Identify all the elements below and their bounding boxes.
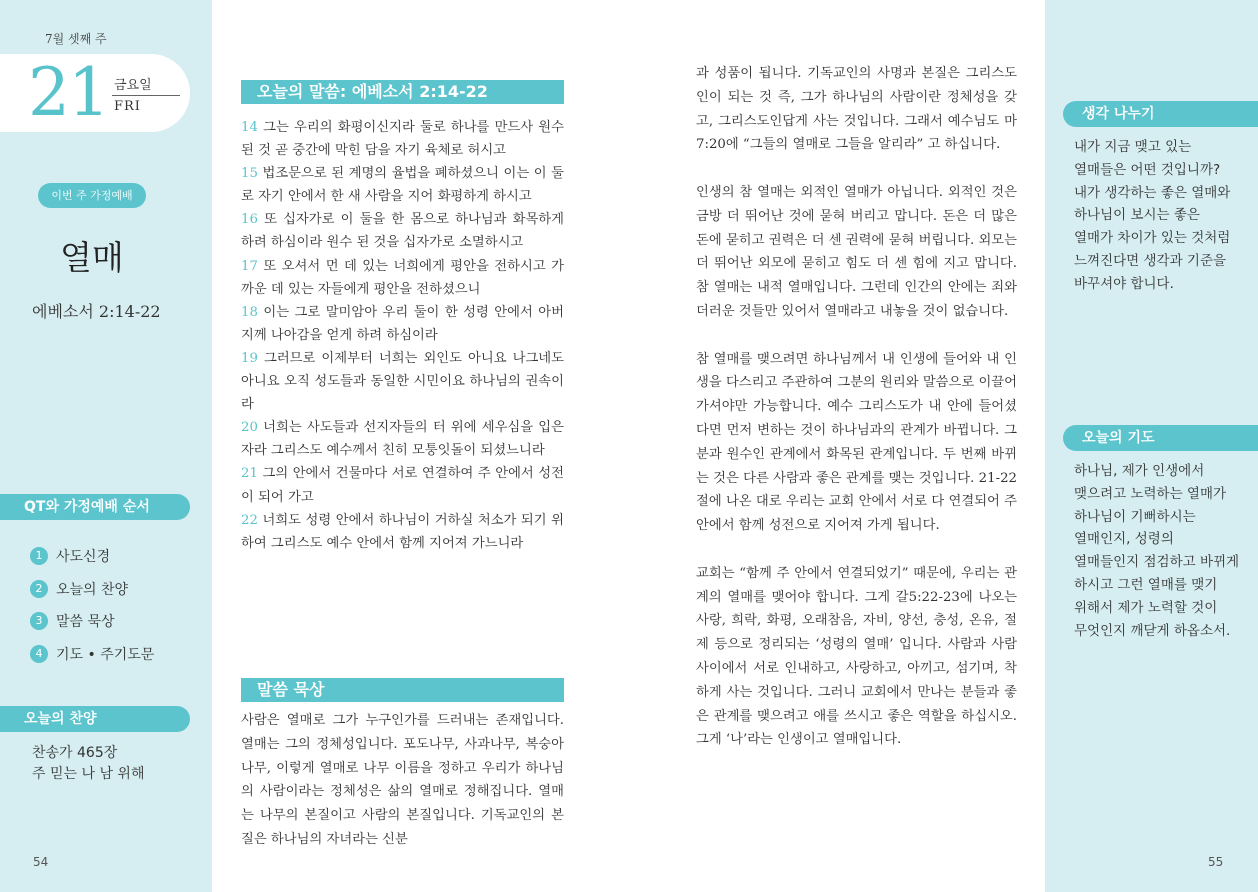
order-heading: QT와 가정예배 순서 [0, 494, 190, 520]
hymn-text [32, 743, 144, 785]
verse [241, 120, 564, 158]
prayer-line: 위해서 제가 노력할 것이 [1074, 599, 1218, 616]
week-label: 7월 셋째 주 [45, 32, 107, 46]
left-sidebar [0, 0, 212, 892]
meditation-paragraph: 교회는 “함께 주 안에서 연결되었기” 때문에, 우리는 관계의 열매를 맺어야 합니다. 그게 갈5:22-23에 나오는 사랑, 희락, 화평, 오래참음, 자비, 양선, 충성, 온유, 절제 등으로 정리되는 ‘성령의 열매’ 입니다. 사람과 사람 사이에서 서로 인내하고, 사랑하고, 아끼고, 섬기며, 착하게 사는 것입니다. 그러니 교회에서 만나는 분들과 좋은 관계를 맺으려고 애를 쓰시고 좋은 역할을 하십시오. 그게 ‘나’라는 인생이고 열매입니다. [696, 565, 1017, 748]
order-item-label: 말씀 묵상 [56, 614, 115, 631]
theme-reference: 에베소서 2:14-22 [32, 302, 161, 321]
verse [241, 212, 564, 250]
number-circle-icon: 3 [30, 612, 48, 630]
prayer-heading: 오늘의 기도 [1063, 425, 1258, 451]
verse-number: 16 [241, 212, 258, 228]
prayer-line: 무엇인지 깨닫게 하옵소서. [1074, 622, 1231, 639]
prayer-line: 열매들인지 점검하고 바뀌게 [1074, 554, 1240, 571]
verse-number: 21 [241, 466, 258, 482]
verse-number: 17 [241, 258, 258, 274]
verse [241, 305, 564, 343]
share-heading: 생각 나누기 [1063, 101, 1258, 127]
order-item-label: 기도 • 주기도문 [56, 646, 155, 663]
verse-number: 14 [241, 120, 258, 135]
verse-number: 19 [241, 350, 258, 366]
day-divider [112, 95, 180, 96]
verse-text: 또 오셔서 먼 데 있는 너희에게 평안을 전하시고 가까운 데 있는 자들에게 평안을 전하셨으니 [241, 258, 564, 297]
meditation-paragraph: 인생의 참 열매는 외적인 열매가 아닙니다. 외적인 것은 금방 더 뛰어난 것에 묻혀 버리고 맙니다. 돈은 더 많은 돈에 묻히고 권력은 더 센 권력에 묻혀 버립니다. 외모는 더 뛰어난 외모에 묻히고 힘도 더 센 힘에 지고 맙니다. 참 열매는 내적 열매입니다. 그런데 인간의 안에는 죄와 더러운 것들만 있어서 열매라고 내놓을 것이 없습니다. [696, 184, 1017, 319]
verse [241, 513, 564, 551]
hymn-line: 주 믿는 나 남 위해 [32, 766, 145, 782]
share-line: 열매들은 어떤 것입니까? [1074, 161, 1221, 178]
verse-text: 너희도 성령 안에서 하나님이 거하실 처소가 되기 위하여 그리스도 예수 안에서 함께 지어져 가느니라 [241, 512, 564, 551]
order-item [30, 573, 154, 606]
prayer-line: 하나님, 제가 인생에서 [1074, 463, 1205, 479]
day-name: 금요일 [114, 78, 152, 93]
hymn-line: 찬송가 465장 [32, 745, 118, 761]
order-item [30, 540, 154, 573]
number-circle-icon: 2 [30, 580, 48, 598]
verse-text: 너희는 사도들과 선지자들의 터 위에 세우심을 입은 자라 그리스도 예수께서 친히 모퉁잇돌이 되셨느니라 [241, 420, 564, 459]
share-line: 내가 생각하는 좋은 열매와 [1074, 184, 1231, 201]
meditation-paragraph: 참 열매를 맺으려면 하나님께서 내 인생에 들어와 내 인생을 다스리고 주관하여 그분의 원리와 말씀으로 이끌어가셔야만 가능합니다. 예수 그리스도가 내 안에 들어셨다면 먼저 변하는 것이 하나님과의 관계가 바뀝니다. 그분과 원수인 관계에서 화목된 관계입니다. 두 번째 바뀌는 것은 다른 사람과 좋은 관계를 맺는 것입니다. 21-22절에 나온 대로 우리는 교회 안에서 서로 다 연결되어 주 안에서 함께 성전으로 지어져 가게 됩니다. [696, 351, 1017, 534]
verse-text: 그러므로 이제부터 너희는 외인도 아니요 나그네도 아니요 오직 성도들과 동일한 시민이요 하나님의 권속이라 [241, 350, 564, 413]
verse-text: 이는 그로 말미암아 우리 둘이 한 성령 안에서 아버지께 나아감을 얻게 하려 하심이라 [241, 304, 564, 343]
verse-text: 또 십자가로 이 둘을 한 몸으로 하나님과 화목하게 하려 하심이라 원수 된 것을 십자가로 소멸하시고 [241, 212, 564, 251]
scripture-heading: 오늘의 말씀: 에베소서 2:14-22 [241, 80, 564, 104]
scripture-verses [241, 116, 564, 555]
share-line: 열매가 차이가 있는 것처럼 [1074, 230, 1231, 247]
prayer-line: 하시고 그런 열매를 맺기 [1074, 576, 1218, 593]
verse [241, 466, 564, 504]
share-line: 느껴진다면 생각과 기준을 [1074, 252, 1227, 269]
day-number: 21 [28, 54, 108, 131]
order-item-label: 사도신경 [56, 549, 111, 566]
share-line: 하나님이 보시는 좋은 [1074, 207, 1200, 224]
verse-number: 18 [241, 304, 258, 320]
theme-title: 열매 [60, 238, 124, 277]
share-line: 내가 지금 맺고 있는 [1074, 139, 1192, 155]
verse-text: 법조문으로 된 계명의 율법을 폐하셨으니 이는 이 둘로 자기 안에서 한 새 사람을 지어 화평하게 하시고 [241, 166, 564, 205]
meditation-heading: 말씀 묵상 [241, 678, 564, 702]
verse-text: 그의 안에서 건물마다 서로 연결하여 주 안에서 성전이 되어 가고 [241, 466, 564, 505]
order-item [30, 638, 154, 671]
verse-text: 그는 우리의 화평이신지라 둘로 하나를 만드사 원수 된 것 곧 중간에 막힌 담을 자기 육체로 허시고 [241, 120, 564, 159]
date-card [0, 54, 190, 132]
share-text [1074, 136, 1250, 296]
verse [241, 166, 564, 204]
meditation-text-right [696, 62, 1017, 776]
meditation-text-left: 사람은 열매로 그가 누구인가를 드러내는 존재입니다. 열매는 그의 정체성입니다. 포도나무, 사과나무, 복숭아나무, 이렇게 열매로 나무 이름을 정하고 우리가 하나님의 사람이라는 정체성은 삶의 열매로 정해집니다. 열매는 나무의 본질이고 사람의 본질입니다. 기독교인의 본질은 하나님의 자녀라는 신분 [241, 713, 564, 847]
order-item [30, 605, 154, 638]
prayer-line: 열매인지, 성령의 [1074, 531, 1174, 548]
page-number-left: 54 [33, 855, 49, 869]
page-number-right: 55 [1208, 855, 1224, 869]
verse [241, 351, 564, 412]
week-worship-badge: 이번 주 가정예배 [38, 183, 146, 208]
order-list [30, 540, 154, 670]
verse [241, 420, 564, 458]
number-circle-icon: 1 [30, 547, 48, 565]
number-circle-icon: 4 [30, 645, 48, 663]
prayer-line: 하나님이 기뻐하시는 [1074, 508, 1196, 525]
day-eng: FRI [114, 99, 141, 114]
prayer-line: 맺으려고 노력하는 열매가 [1074, 485, 1227, 502]
verse-number: 15 [241, 166, 258, 182]
prayer-text [1074, 460, 1250, 642]
meditation-paragraph: 과 성품이 됩니다. 기독교인의 사명과 본질은 그리스도인이 되는 것 즉, 그가 하나님의 사람이란 정체성을 갖고, 그리스도인답게 사는 것입니다. 그래서 예수님도 마7:20에 “그들의 열매로 그들을 알리라” 고 하십니다. [696, 66, 1017, 153]
verse-number: 20 [241, 420, 258, 436]
hymn-heading: 오늘의 찬양 [0, 706, 190, 732]
verse [241, 259, 564, 297]
share-line: 바꾸셔야 합니다. [1074, 275, 1174, 292]
verse-number: 22 [241, 512, 258, 528]
order-item-label: 오늘의 찬양 [56, 581, 129, 598]
